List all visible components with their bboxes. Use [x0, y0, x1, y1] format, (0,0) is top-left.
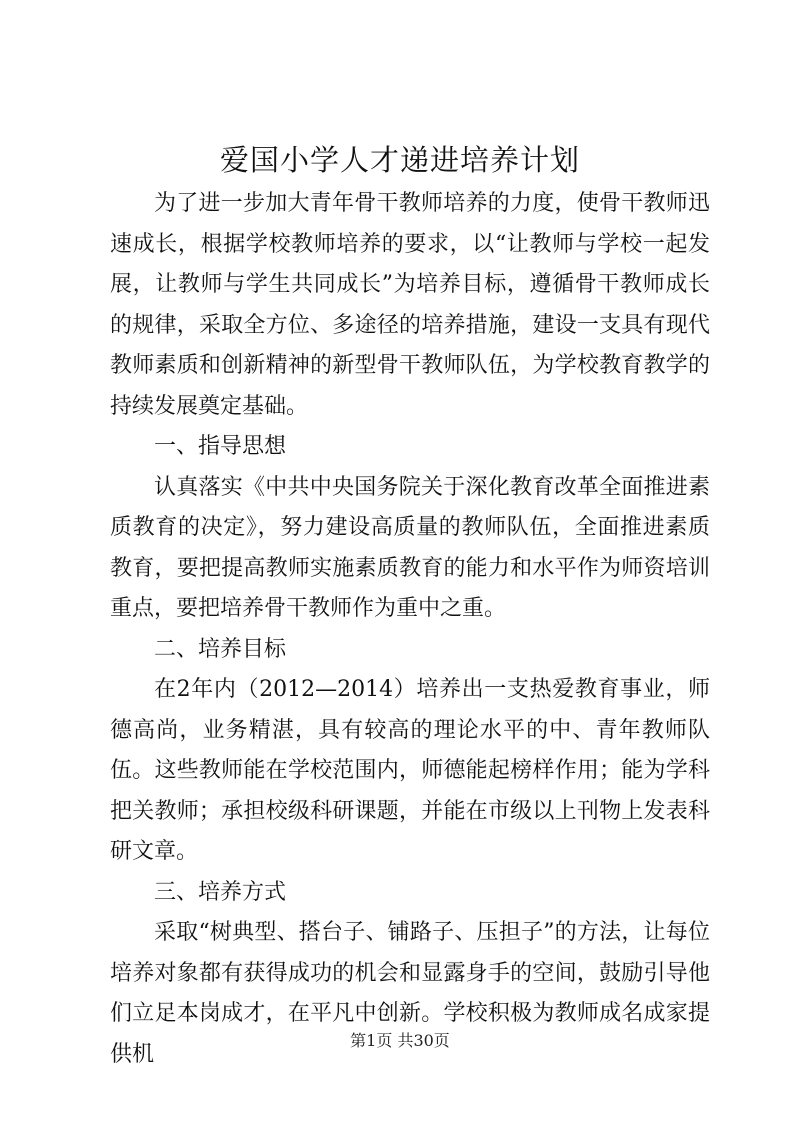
- page-footer: 第1页 共30页: [350, 1031, 450, 1050]
- section-paragraph-training-goals: 在2年内（2012—2014）培养出一支热爱教育事业，师德高尚，业务精湛，具有较高的理论水平的中、青年教师队伍。这些教师能在学校范围内，师德能起榜样作用；能为学科把关教师；承担校级科研课题，并能在市级以上刊物上发表科研文章。: [110, 677, 710, 864]
- intro-paragraph: 为了进一步加大青年骨干教师培养的力度，使骨干教师迅速成长，根据学校教师培养的要求，以“让教师与学校一起发展，让教师与学生共同成长”为培养目标，遵循骨干教师成长的规律，采取全方位、多途径的培养措施，建设一支具有现代教师素质和创新精神的新型骨干教师队伍，为学校教育教学的持续发展奠定基础。: [110, 191, 710, 419]
- section-paragraph-guiding-ideology: 认真落实《中共中央国务院关于深化教育改革全面推进素质教育的决定》，努力建设高质量的教师队伍，全面推进素质教育，要把提高教师实施素质教育的能力和水平作为师资培训重点，要把培养骨干教师作为重中之重。: [110, 474, 710, 621]
- section-heading-training-goals: 二、培养目标: [154, 636, 287, 662]
- section-heading-guiding-ideology: 一、指导思想: [154, 434, 287, 459]
- section-paragraph-training-methods: 采取“树典型、搭台子、铺路子、压担子”的方法，让每位培养对象都有获得成功的机会和显露身手的空间，鼓励引导他们立足本岗成才，在平凡中创新。学校积极为教师成名成家提供机: [110, 920, 710, 1067]
- page-title: 爱国小学人才递进培养计划: [219, 143, 580, 177]
- document-body: [110, 184, 710, 1075]
- section-heading-training-methods: 三、培养方式: [154, 879, 287, 905]
